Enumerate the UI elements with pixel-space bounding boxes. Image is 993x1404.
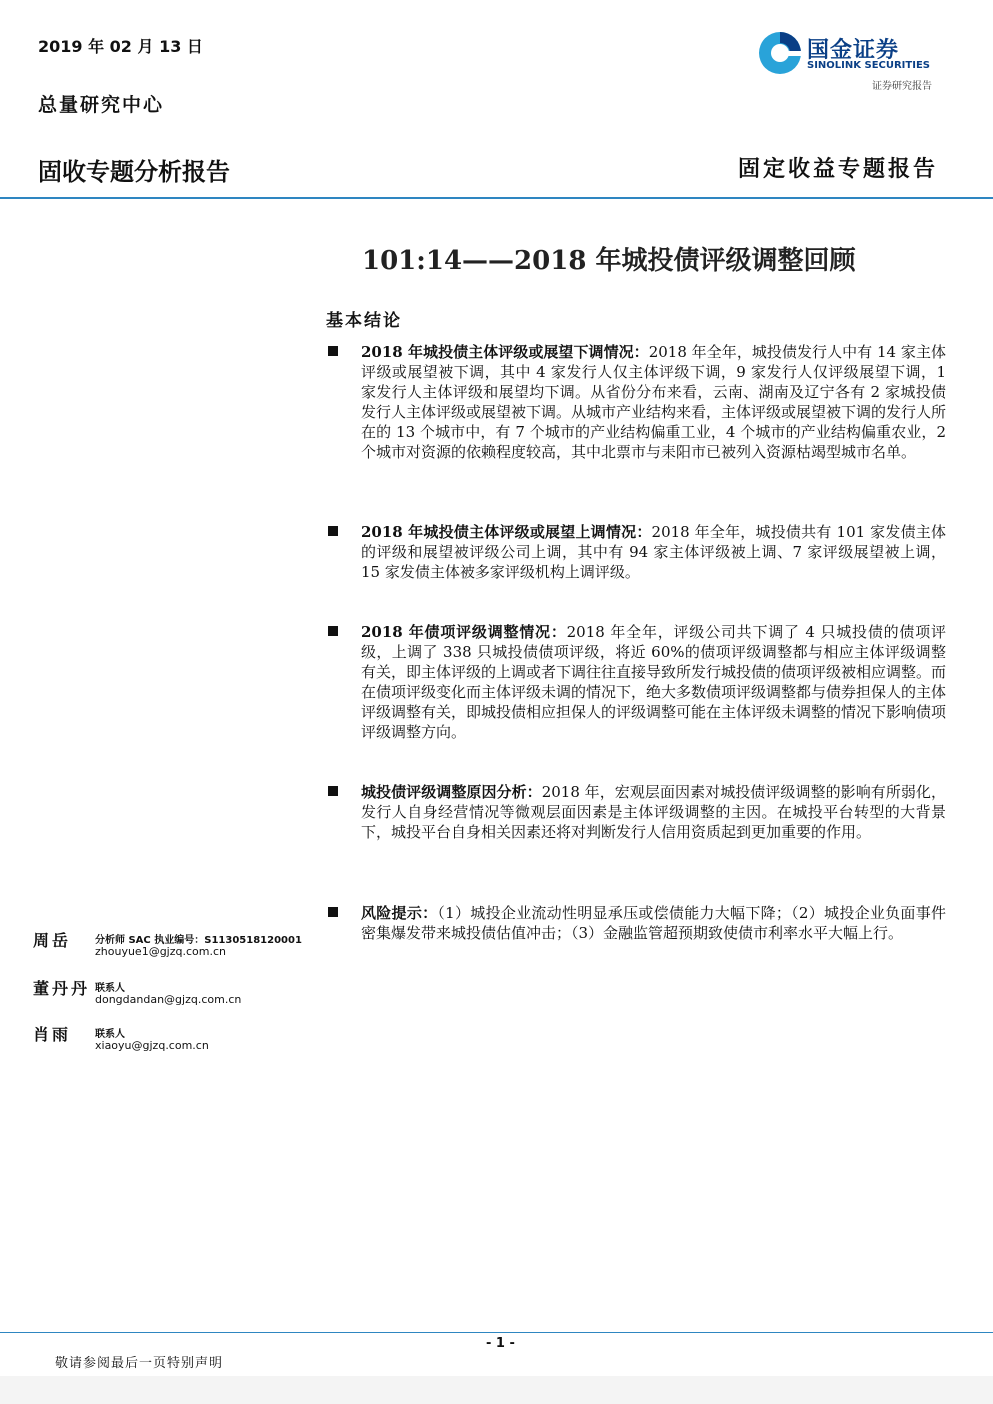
report-category: 固定收益专题报告 (737, 156, 938, 182)
bullet-text: 2018 年全年，城投债发行人中有 14 家主体评级或展望被下调，其中 4 家发行人仅主体评级下调，9 家发行人仅评级展望下调，1 家发行人主体评级和展望均下调。从省份分布来看，云南、湖南及辽宁各有 2 家城投债发行人主体评级或展望被下调。从城市产业结构来看，主体评级或展望被下调的发行人所在的 13 个城市中，有 7 个城市的产业结构偏重工业，4 个城市的产业结构偏重农业，2 个城市对资源的依赖程度较高，其中北票市与耒阳市已被列入资源枯竭型城市名单。 (361, 343, 947, 461)
bullet-text: 2018 年全年，评级公司共下调了 4 只城投债的债项评级，上调了 338 只城投债债项评级，将近 60%的债项评级调整都与相应主体评级调整有关，即主体评级的上调或者下调往往直接导致所发行城投债的债项评级被相应调整。而在债项评级变化而主体评级未调的情况下，绝大多数债项评级调整都与债券担保人的主体评级调整有关，即城投债相应担保人的评级调整可能在主体评级未调整的情况下影响债项评级调整方向。 (361, 623, 947, 741)
bullet-text: 2018 年，宏观层面因素对城投债评级调整的影响有所弱化，发行人自身经营情况等微观层面因素是主体评级调整的主因。在城投平台转型的大背景下，城投平台自身相关因素还将对判断发行人信用资质起到更加重要的作用。 (361, 783, 946, 841)
analyst-email[interactable]: dongdandan@gjzq.com.cn (95, 993, 242, 1006)
analyst-name: 肖雨 (33, 1025, 72, 1044)
bullet-square-icon (328, 526, 338, 536)
analyst-email[interactable]: zhouyue1@gjzq.com.cn (95, 945, 226, 958)
bullet-label: 城投债评级调整原因分析： (361, 783, 542, 801)
bullet-square-icon (328, 346, 338, 356)
bullet-item (326, 522, 946, 582)
company-logo (757, 30, 947, 100)
bullet-text: （1）城投企业流动性明显承压或偿债能力大幅下降；（2）城投企业负面事件密集爆发带来城投债估值冲击；（3）金融监管超预期致使债市利率水平大幅上行。 (361, 904, 946, 942)
analyst-role: 分析师 SAC 执业编号：S1130518120001 (95, 935, 302, 946)
analyst-email[interactable]: xiaoyu@gjzq.com.cn (95, 1039, 209, 1052)
bullet-item (326, 903, 946, 943)
bottom-band (0, 1376, 993, 1404)
footer-disclaimer: 敬请参阅最后一页特别声明 (55, 1356, 224, 1371)
bullet-label: 2018 年债项评级调整情况： (361, 623, 567, 641)
header-divider (0, 197, 993, 199)
bullet-square-icon (328, 907, 338, 917)
logo-subtitle: 证券研究报告 (872, 81, 932, 92)
bullet-square-icon (328, 786, 338, 796)
analyst-name: 周岳 (33, 931, 72, 950)
page-number: - 1 - (486, 1336, 515, 1351)
logo-name-cn: 国金证券 (807, 38, 900, 63)
footer-divider (0, 1332, 993, 1333)
bullet-label: 2018 年城投债主体评级或展望上调情况： (361, 523, 652, 541)
bullet-square-icon (328, 626, 338, 636)
bullet-item (326, 782, 946, 842)
bullet-item (326, 342, 946, 462)
logo-name-en: SINOLINK SECURITIES (807, 60, 930, 71)
analyst-role: 联系人 (95, 1029, 125, 1040)
bullet-label: 2018 年城投债主体评级或展望下调情况： (361, 343, 649, 361)
bullet-label: 风险提示： (361, 904, 438, 922)
bullet-text: 2018 年全年，城投债共有 101 家发债主体的评级和展望被评级公司上调，其中有 94 家主体评级被上调、7 家评级展望被上调，15 家发债主体被多家评级机构上调评级。 (361, 523, 946, 581)
bullet-item (326, 622, 946, 742)
department-name: 总量研究中心 (38, 94, 165, 116)
analyst-role: 联系人 (95, 983, 125, 994)
report-date: 2019 年 02 月 13 日 (38, 37, 203, 56)
section-heading: 基本结论 (326, 311, 402, 331)
report-type: 固收专题分析报告 (38, 158, 230, 186)
sinolink-logo-icon (757, 30, 803, 76)
analyst-name: 董丹丹 (33, 979, 91, 998)
report-title: 101:14——2018 年城投债评级调整回顾 (362, 246, 856, 276)
